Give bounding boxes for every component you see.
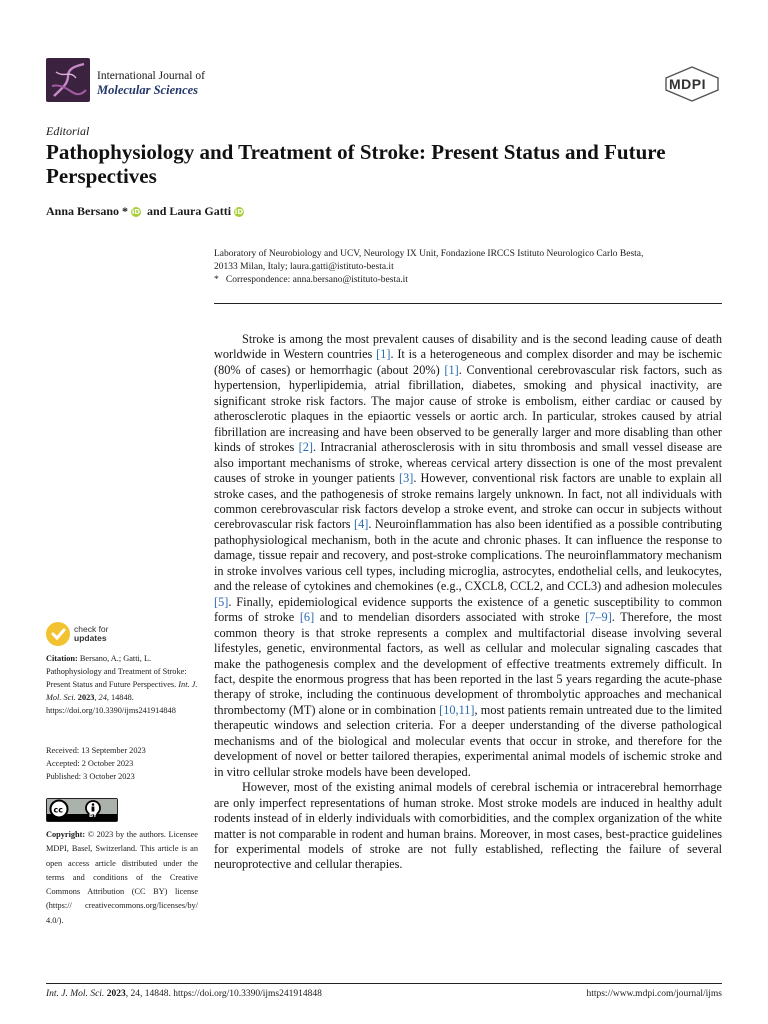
header-divider bbox=[214, 303, 722, 304]
body-paragraph-1: Stroke is among the most prevalent causes of disability and is the second leading cause of death worldwide in Western countries [1]. It is a heterogeneous and complex disorder and may be ischemic (80% of cases) or hemorrhagic (about 20%) [1]. Conventional cerebrovascular risk factors, such as hypertension, hyperlipidemia, atrial fibrillation, diabetes, smoking and physical inactivity, are significant stroke risk factors. The major cause of stroke is embolism, either cardiac or caused by atherosclerotic plaques in the epiaortic vessels or aortic arch. In particular, strokes caused by atrial fibrillation are increasing and have been observed to be generally larger and more disabling than other kinds of strokes [2]. Intracranial atherosclerosis with in situ thrombosis and small vessel disease are also important mechanisms of stroke, whereas cervical artery dissection is one of the most prevalent causes of stroke in younger patients [3]. However, conventional risk factors are unable to explain all stroke cases, and the pathogenesis of stroke remains largely unknown. In fact, not all individuals with common cerebrovascular risk factors develop a stroke event, and stroke can occur in subjects without cerebrovascular risk factors [4]. Neuroinflammation has also been identified as a possible contributing pathophysiological mechanism, both in the acute and chronic phases. It can influence the response to damage, tissue repair and recovery, and post-stroke complications. The neuroinflammatory mechanism in stroke involves various cell types, including microglia, astrocytes, endothelial cells, and leukocytes, and the release of cytokines and chemokines (e.g., CXCL8, CCL2, and CCL3) and adhesion molecules [5]. Finally, epidemiological evidence supports the existence of a genetic susceptibility to common forms of stroke [6] and to mendelian disorders associated with stroke [7–9]. Therefore, the most common theory is that stroke represents a complex and multifactorial disease involving several lifestyles, genetic, environmental factors, as well as cellular and molecular signaling cascades that make the pathogenesis complex and the development of effective treatments extremely difficult. In fact, despite the enormous progress that has been reported in the last 5 years regarding the acute-phase therapy of stroke, including the continuous development of thrombolytic approaches and mechanical thrombectomy (MT) alone or in combination [10,11], most patients remain untreated due to the limited therapeutic windows and selection criteria. For a deeper understanding of the diverse pathological mechanisms and of the biological and molecular events that occur in stroke, and therefore for the development of novel or better tailored therapies, experimental animal models of ischemic stroke and in vitro cellular stroke models have been developed. bbox=[214, 332, 722, 779]
accepted-date: Accepted: 2 October 2023 bbox=[46, 759, 134, 768]
author-list bbox=[46, 204, 244, 219]
footer-journal-url[interactable]: https://www.mdpi.com/journal/ijms bbox=[586, 989, 722, 999]
citation-block: Citation: Bersano, A.; Gatti, L. Pathophysiology and Treatment of Stroke: Present Status and Future Perspectives. Int. J. Mol. Sci. 2023, 24, 14848. https://doi.org/10.3390/ijms241914848 bbox=[46, 654, 198, 715]
affiliation bbox=[214, 248, 724, 287]
journal-name bbox=[97, 69, 205, 97]
citation-link[interactable]: [10,11] bbox=[439, 702, 475, 717]
copyright-label: Copyright: bbox=[46, 830, 86, 839]
copyright-notice: Copyright: © 2023 by the authors. Licensee MDPI, Basel, Switzerland. This article is an open access article distributed under the terms and conditions of the Creative Commons Attribution (CC BY) license (https:// creativecommons.org/licenses/by/ 4.0/). bbox=[46, 830, 198, 925]
svg-text:cc: cc bbox=[53, 805, 63, 815]
footer-divider bbox=[46, 983, 722, 984]
mdpi-logo-text: MDPI bbox=[669, 76, 706, 92]
check-for-updates-line2: updates bbox=[74, 633, 107, 643]
cc-by-license-badge[interactable] bbox=[46, 798, 118, 822]
orcid-icon[interactable]: iD bbox=[131, 207, 141, 216]
citation-link[interactable]: [4] bbox=[354, 517, 369, 532]
citation-link[interactable]: [1] bbox=[376, 347, 391, 362]
published-date: Published: 3 October 2023 bbox=[46, 772, 135, 781]
mdpi-logo bbox=[664, 66, 720, 107]
citation-link[interactable]: [1] bbox=[444, 362, 459, 377]
check-for-updates-icon bbox=[46, 622, 70, 646]
journal-name-line1: International Journal of bbox=[97, 70, 205, 82]
journal-logo bbox=[46, 58, 90, 102]
footer-citation: Int. J. Mol. Sci. 2023, 24, 14848. https://doi.org/10.3390/ijms241914848 bbox=[46, 989, 322, 999]
creative-commons-icon bbox=[47, 799, 117, 821]
affiliation-line2: 20133 Milan, Italy; laura.gatti@istituto-besta.it bbox=[214, 262, 394, 272]
citation-doi[interactable]: , 14848. https://doi.org/10.3390/ijms241914848 bbox=[46, 693, 176, 715]
dna-helix-icon bbox=[46, 58, 90, 102]
article-type: Editorial bbox=[46, 124, 90, 138]
publication-dates bbox=[46, 744, 146, 783]
received-date: Received: 13 September 2023 bbox=[46, 746, 146, 755]
body-text bbox=[214, 332, 722, 873]
check-for-updates[interactable] bbox=[46, 622, 109, 646]
journal-name-line2: Molecular Sciences bbox=[97, 83, 199, 97]
cc-by-label: BY bbox=[89, 813, 97, 819]
citation-label: Citation: bbox=[46, 654, 78, 663]
citation-link[interactable]: [7–9] bbox=[585, 610, 612, 625]
affiliation-line1: Laboratory of Neurobiology and UCV, Neurology IX Unit, Fondazione IRCCS Istituto Neurologico Carlo Besta, bbox=[214, 249, 644, 259]
author-bersano[interactable]: Anna Bersano * bbox=[46, 204, 129, 218]
citation-link[interactable]: [3] bbox=[398, 471, 414, 486]
correspondence: * Correspondence: anna.bersano@istituto-besta.it bbox=[214, 275, 408, 285]
body-paragraph-2: However, most of the existing animal models of cerebral ischemia or intracerebral hemorrhage are only imperfect representations of human stroke. Most stroke models are induced in healthy adult rodents instead of in elderly individuals with comorbidities, and the complex organization of the white matter is not comparable in rodent and human brains. Moreover, in most cases, best-practice guidelines for experimental models of stroke are not fully established, reflecting the failure of several neuroprotective and cellular therapies. bbox=[214, 780, 722, 872]
paper-title: Pathophysiology and Treatment of Stroke: Present Status and Future Perspectives bbox=[46, 140, 666, 188]
citation-link[interactable]: [5] bbox=[214, 594, 229, 609]
orcid-icon[interactable]: iD bbox=[234, 207, 244, 216]
citation-link[interactable]: [6] bbox=[299, 610, 315, 625]
check-for-updates-line1: check for bbox=[74, 624, 109, 634]
author-gatti[interactable]: and Laura Gatti bbox=[144, 204, 232, 218]
citation-link[interactable]: [2] bbox=[298, 440, 313, 455]
